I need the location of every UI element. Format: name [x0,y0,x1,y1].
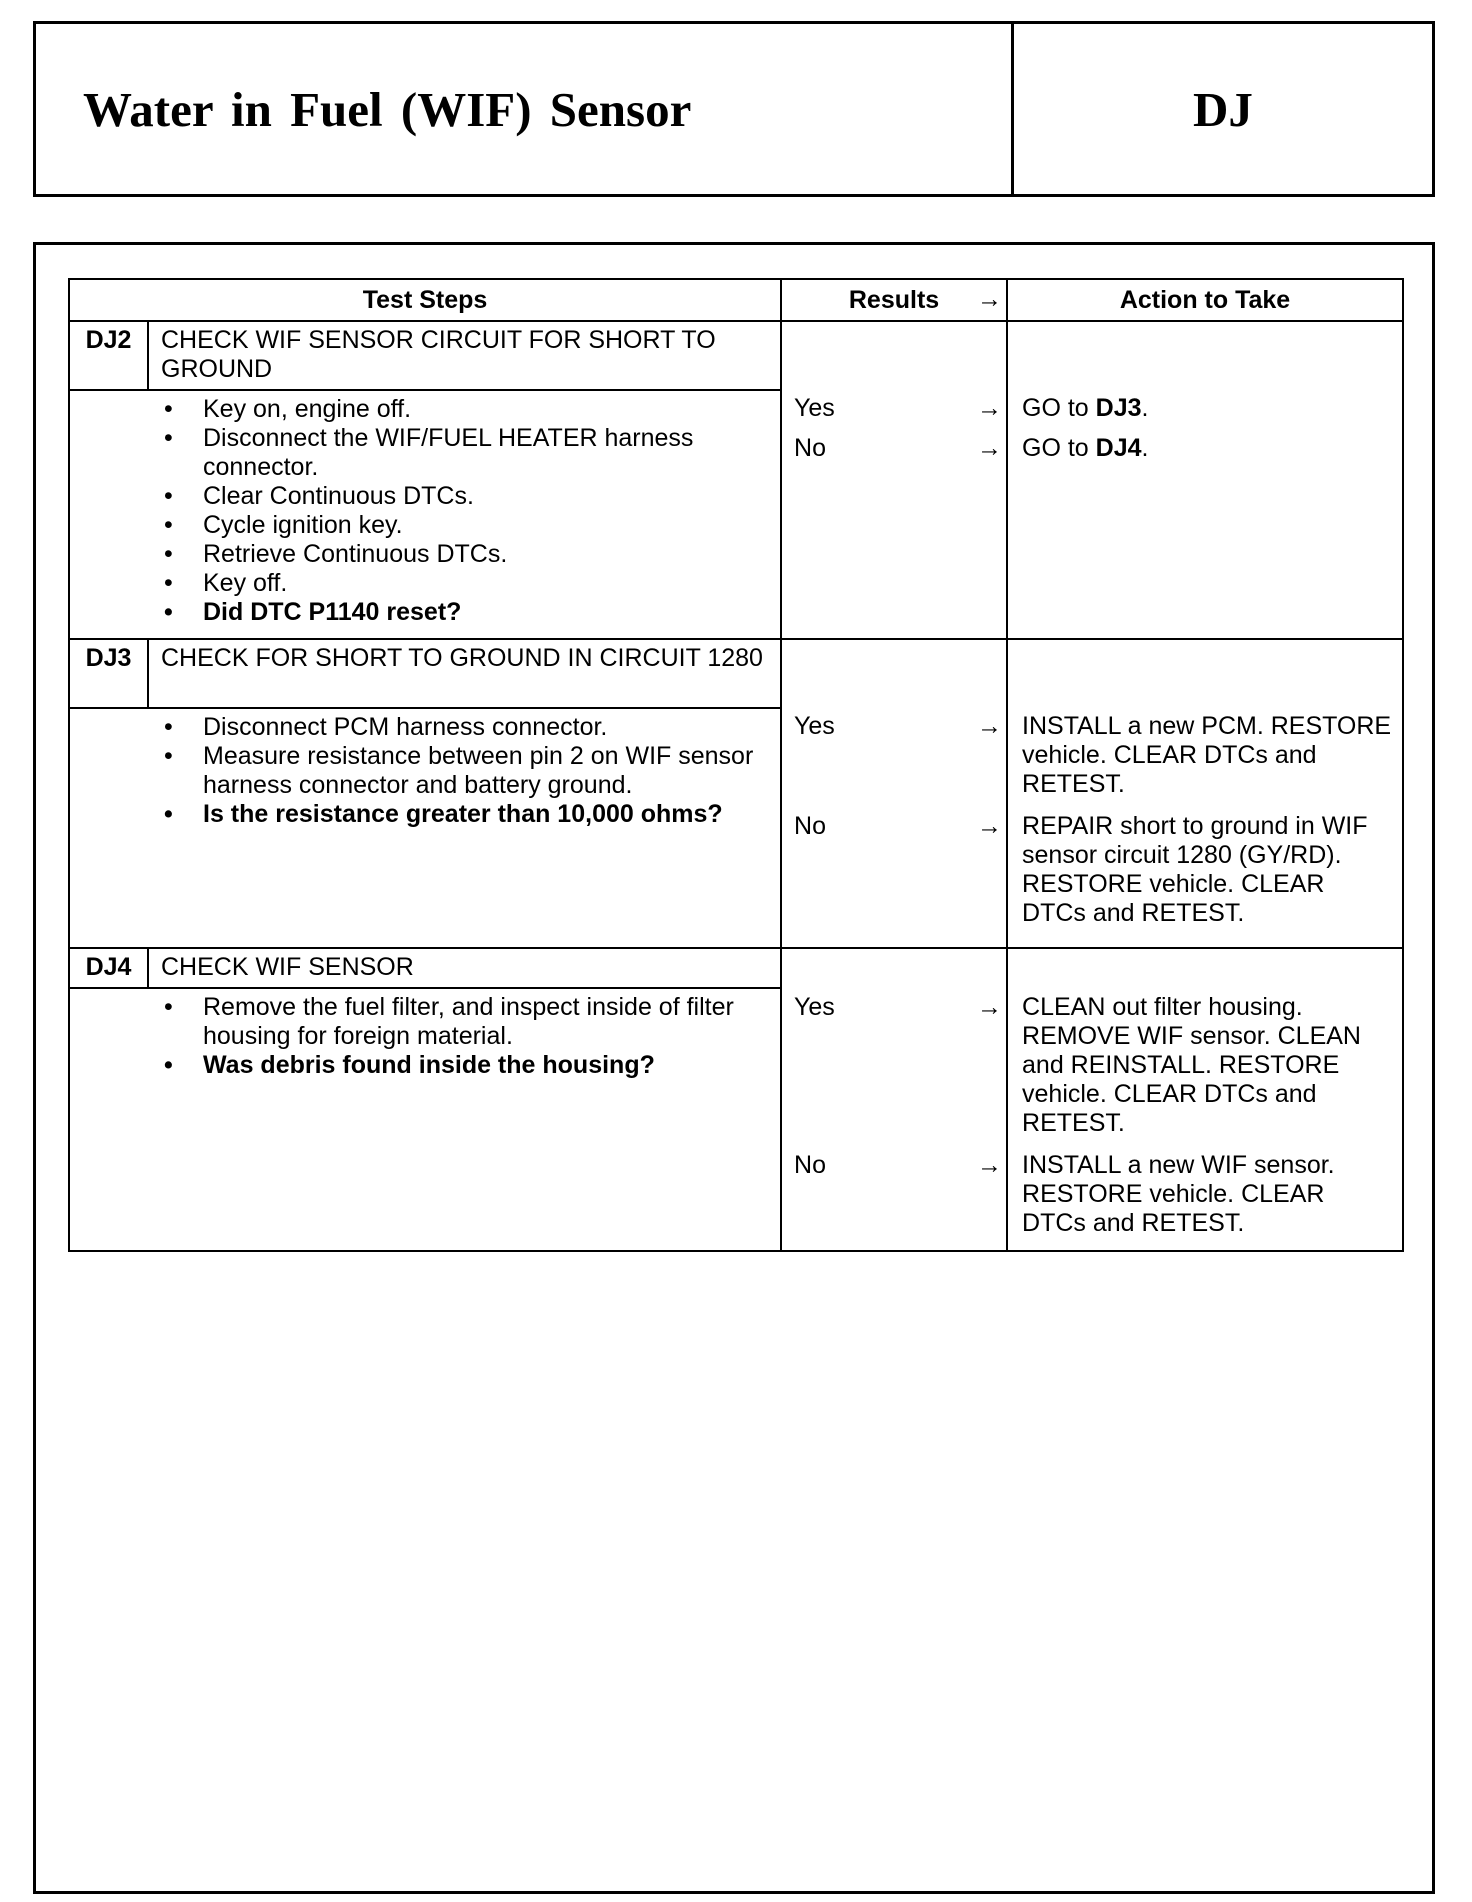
result-item [794,394,1002,423]
header-results-label: Results [848,285,940,314]
result-label: No [794,812,826,840]
section-code: DJ [1193,81,1253,137]
list-item: • Retrieve Continuous DTCs. [164,540,508,568]
list-item: • Disconnect PCM harness connector. [164,713,608,741]
action-text: INSTALL a new PCM. RESTORE vehicle. CLEAR DTCs and RETEST. [1022,712,1392,798]
results-cell [781,639,1007,948]
result-item [794,1151,1002,1180]
action-cell [1007,639,1403,948]
list-item: • Cycle ignition key. [164,511,403,539]
action-text: CLEAN out filter housing. REMOVE WIF sensor. CLEAN and REINSTALL. RESTORE vehicle. CLEAR DTCs and RETEST. [1022,993,1361,1137]
result-label: Yes [794,993,835,1021]
step-code: DJ4 [69,948,148,988]
arrow-icon: → [977,434,1003,462]
list-item: • Measure resistance between pin 2 on WIF sensor harness connector and battery ground. [164,742,754,799]
result-item [794,812,1002,841]
arrow-icon: → [977,394,1003,422]
arrow-icon: → [977,812,1003,840]
result-label: No [794,1151,826,1179]
step-instructions [69,390,781,639]
action-text: GO to DJ3. [1022,394,1149,422]
list-item: • Remove the fuel filter, and inspect inside of filter housing for foreign material. [164,993,734,1050]
result-item [794,712,1002,741]
result-label: No [794,434,826,462]
action-text: REPAIR short to ground in WIF sensor circuit 1280 (GY/RD). RESTORE vehicle. CLEAR DTCs and RETEST. [1022,812,1368,927]
step-title: CHECK WIF SENSOR CIRCUIT FOR SHORT TO GROUND [148,321,781,390]
page-title: Water in Fuel (WIF) Sensor [36,24,1014,194]
table-header-row [69,279,1403,321]
list-item: • Key on, engine off. [164,395,412,423]
page-header [33,21,1435,197]
action-cell [1007,948,1403,1251]
results-cell [781,948,1007,1251]
action-text: GO to DJ4. [1022,434,1149,462]
result-label: Yes [794,394,835,422]
step-title-row [69,639,1403,708]
list-item: • Disconnect the WIF/FUEL HEATER harness connector. [164,424,694,481]
step-title: CHECK WIF SENSOR [148,948,781,988]
header-action: Action to Take [1007,279,1403,321]
list-item: • Is the resistance greater than 10,000 ohms? [164,800,723,828]
header-results [781,279,1007,321]
list-item: • Key off. [164,569,288,597]
result-item [794,993,1002,1022]
step-code: DJ2 [69,321,148,390]
step-title-row [69,321,1403,390]
result-label: Yes [794,712,835,740]
action-cell [1007,321,1403,639]
list-item: • Did DTC P1140 reset? [164,598,462,626]
list-item: • Clear Continuous DTCs. [164,482,474,510]
results-cell [781,321,1007,639]
arrow-icon: → [977,993,1003,1021]
step-code: DJ3 [69,639,148,708]
step-instructions [69,988,781,1251]
test-steps-table [68,278,1404,1252]
result-item [794,434,1002,463]
arrow-icon: → [977,1151,1003,1179]
step-title: CHECK FOR SHORT TO GROUND IN CIRCUIT 1280 [148,639,781,708]
step-title-row [69,948,1403,988]
action-text: INSTALL a new WIF sensor. RESTORE vehicle. CLEAR DTCs and RETEST. [1022,1151,1335,1237]
arrow-icon: → [977,285,1003,313]
arrow-icon: → [977,712,1003,740]
step-instructions [69,708,781,948]
list-item: • Was debris found inside the housing? [164,1051,655,1079]
header-test-steps: Test Steps [69,279,781,321]
